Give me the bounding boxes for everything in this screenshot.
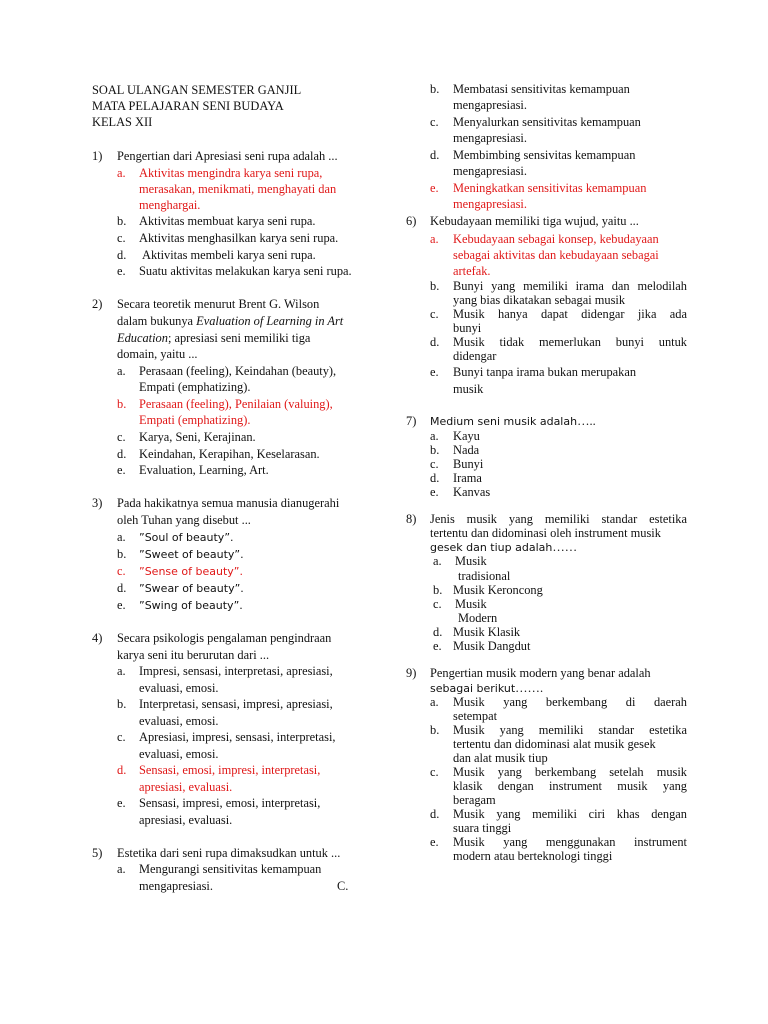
q2-option-a-line2: Empati (emphatizing). [139, 380, 251, 394]
q4-option-b: Interpretasi, sensasi, impresi, apresiasi, [139, 697, 333, 711]
q3-option-e: ”Swing of beauty”. [139, 599, 243, 612]
q5-option-e: Meningkatkan sensitivitas kemampuan [453, 181, 647, 195]
q6-option-b-label: b. [430, 279, 440, 293]
q5-option-e-line2: mengapresiasi. [453, 197, 527, 211]
q9-option-a: Musik yang berkembang di daerah [453, 695, 687, 709]
q3-option-c-label: c. [117, 564, 126, 578]
q9-option-d-line2: suara tinggi [453, 821, 512, 835]
q4-stem: Secara psikologis pengalaman pengindraan [117, 631, 332, 645]
q5-option-c: Menyalurkan sensitivitas kemampuan [453, 115, 641, 129]
q2-option-d: Keindahan, Kerapihan, Keselarasan. [139, 447, 320, 461]
q3-option-d-label: d. [117, 581, 127, 595]
q9-option-e: Musik yang menggunakan instrument [453, 835, 687, 849]
q6-option-a-label: a. [430, 232, 439, 246]
q9-option-c-label: c. [430, 765, 439, 779]
q9-option-a-label: a. [430, 695, 439, 709]
q2-option-b: Perasaan (feeling), Penilaian (valuing), [139, 397, 333, 411]
q3-stem: Pada hakikatnya semua manusia dianugerahi [117, 496, 340, 510]
q8-option-e-label: e. [433, 639, 442, 653]
q9-option-e-line2: modern atau berteknologi tinggi [453, 849, 613, 863]
q5-option-d-label: d. [430, 148, 440, 162]
q4-option-e: Sensasi, impresi, emosi, interpretasi, [139, 796, 321, 810]
q5-stem: Estetika dari seni rupa dimaksudkan untuk ... [117, 846, 341, 860]
q1-option-a-line2: merasakan, menikmati, menghayati dan [139, 182, 337, 196]
q5-option-c-label: c. [430, 115, 439, 129]
q3-option-c: ”Sense of beauty”. [139, 565, 243, 578]
q4-option-a-line2: evaluasi, emosi. [139, 681, 219, 695]
q6-option-d: Musik tidak memerlukan bunyi untuk [453, 335, 687, 349]
q1-option-a-line3: menghargai. [139, 198, 201, 212]
q4-option-b-label: b. [117, 697, 127, 711]
q7-stem-dots: ….. [577, 414, 596, 428]
q6-option-d-label: d. [430, 335, 440, 349]
q1-number: 1) [92, 149, 103, 163]
q8-option-c-label: c. [433, 597, 442, 611]
q8-stem-dots: …… [552, 540, 578, 554]
q8-stem-line3-text: gesek dan tiup adalah [430, 541, 553, 554]
q7-option-a: Kayu [453, 429, 480, 443]
q8-stem: Jenis musik yang memiliki standar estetika [430, 512, 687, 526]
q2-book-title-end: Education [117, 331, 168, 345]
q3-option-d: ”Swear of beauty”. [139, 582, 244, 595]
q2-stem-line4: domain, yaitu ... [117, 347, 198, 361]
q9-option-d-label: d. [430, 807, 440, 821]
q7-stem-text: Medium seni musik adalah [430, 415, 578, 428]
q9-option-d: Musik yang memiliki ciri khas dengan [453, 807, 687, 821]
q9-option-b-line3: dan alat musik tiup [453, 751, 548, 765]
q5-option-a-label: a. [117, 862, 126, 876]
q9-option-e-label: e. [430, 835, 439, 849]
q4-option-c: Apresiasi, impresi, sensasi, interpretasi, [139, 730, 336, 744]
q7-option-e-label: e. [430, 485, 439, 499]
q7-option-c: Bunyi [453, 457, 484, 471]
q5-option-c-line2: mengapresiasi. [453, 131, 527, 145]
q1-option-e: Suatu aktivitas melakukan karya seni rupa. [139, 264, 352, 278]
q8-option-d: Musik Klasik [453, 625, 521, 639]
q2-option-e-label: e. [117, 463, 126, 477]
q4-option-e-label: e. [117, 796, 126, 810]
q5-option-b-line2: mengapresiasi. [453, 98, 527, 112]
q9-option-a-line2: setempat [453, 709, 498, 723]
q6-option-a: Kebudayaan sebagai konsep, kebudayaan [453, 232, 659, 246]
q8-option-e: Musik Dangdut [453, 639, 531, 653]
q4-option-c-line2: evaluasi, emosi. [139, 747, 219, 761]
q5-option-d-line2: mengapresiasi. [453, 164, 527, 178]
q5-option-e-label: e. [430, 181, 439, 195]
q3-stem-line2: oleh Tuhan yang disebut ... [117, 513, 251, 527]
q6-option-b: Bunyi yang memiliki irama dan melodilah [453, 279, 687, 293]
q3-option-a-label: a. [117, 530, 126, 544]
q2-option-b-label: b. [117, 397, 127, 411]
q6-option-c: Musik hanya dapat didengar jika ada [453, 307, 687, 321]
q6-stem: Kebudayaan memiliki tiga wujud, yaitu ... [430, 214, 639, 228]
q4-option-a-label: a. [117, 664, 126, 678]
q3-option-a: ”Soul of beauty”. [139, 531, 234, 544]
q7-option-e: Kanvas [453, 485, 491, 499]
class-title: KELAS XII [92, 115, 153, 129]
q4-option-b-line2: evaluasi, emosi. [139, 714, 219, 728]
q7-number: 7) [406, 414, 417, 428]
q9-option-b: Musik yang memiliki standar estetika [453, 723, 687, 737]
q7-option-d-label: d. [430, 471, 440, 485]
q6-number: 6) [406, 214, 417, 228]
q2-stem-line3 [117, 330, 310, 346]
q5-option-a-line2: mengapresiasi. [139, 879, 213, 893]
q7-option-d: Irama [453, 471, 482, 485]
q4-option-a: Impresi, sensasi, interpretasi, apresiasi, [139, 664, 333, 678]
q2-stem-line2 [117, 313, 343, 329]
q2-book-title: Evaluation of Learning in Art [196, 314, 344, 328]
q2-option-b-line2: Empati (emphatizing). [139, 413, 251, 427]
q7-option-c-label: c. [430, 457, 439, 471]
q8-option-a-line2: tradisional [458, 569, 511, 583]
q2-option-a-label: a. [117, 364, 126, 378]
q9-option-c: Musik yang berkembang setelah musik [453, 765, 687, 779]
q8-option-c-line2: Modern [458, 611, 498, 625]
q2-number: 2) [92, 297, 103, 311]
q2-option-e: Evaluation, Learning, Art. [139, 463, 269, 477]
q1-option-c-label: c. [117, 231, 126, 245]
q4-option-c-label: c. [117, 730, 126, 744]
q5-stray-c-mark: C. [337, 879, 349, 893]
q1-option-a: Aktivitas mengindra karya seni rupa, [139, 166, 323, 180]
q6-option-b-line2: yang bias dikatakan sebagai musik [453, 293, 626, 307]
q5-option-d: Membimbing sensivitas kemampuan [453, 148, 636, 162]
q5-number: 5) [92, 846, 103, 860]
q7-option-b: Nada [453, 443, 480, 457]
q9-stem-dots: ……. [515, 681, 544, 695]
q2-option-a: Perasaan (feeling), Keindahan (beauty), [139, 364, 337, 378]
q2-option-d-label: d. [117, 447, 127, 461]
q9-option-c-line2: klasik dengan instrument musik yang [453, 779, 687, 793]
q1-option-b-label: b. [117, 214, 127, 228]
q1-option-b: Aktivitas membuat karya seni rupa. [139, 214, 316, 228]
q4-option-d-line2: apresiasi, evaluasi. [139, 780, 233, 794]
q8-number: 8) [406, 512, 417, 526]
q3-number: 3) [92, 496, 103, 510]
q1-option-a-label: a. [117, 166, 126, 180]
q6-option-e-label: e. [430, 365, 439, 379]
q2-stem-line2-text: dalam bukunya [117, 314, 197, 328]
q8-option-a: Musik [455, 554, 487, 568]
q8-stem-line2: tertentu dan didominasi oleh instrument musik [430, 526, 661, 540]
q1-option-d: Aktivitas membeli karya seni rupa. [142, 248, 316, 262]
q2-option-c-label: c. [117, 430, 126, 444]
q9-option-c-line3: beragam [453, 793, 496, 807]
q2-stem: Secara teoretik menurut Brent G. Wilson [117, 297, 320, 311]
q6-option-a-line2: sebagai aktivitas dan kebudayaan sebagai [453, 248, 659, 262]
q9-stem: Pengertian musik modern yang benar adalah [430, 666, 651, 680]
q3-option-b-label: b. [117, 547, 127, 561]
q6-option-c-line2: bunyi [453, 321, 482, 335]
q8-stem-line3 [430, 539, 577, 556]
q1-stem: Pengertian dari Apresiasi seni rupa adalah ... [117, 149, 338, 163]
q6-option-e: Bunyi tanpa irama bukan merupakan [453, 365, 637, 379]
q5-option-b: Membatasi sensitivitas kemampuan [453, 82, 630, 96]
q6-option-d-line2: didengar [453, 349, 497, 363]
q4-number: 4) [92, 631, 103, 645]
q5-option-a: Mengurangi sensitivitas kemampuan [139, 862, 322, 876]
q1-option-e-label: e. [117, 264, 126, 278]
q4-option-d: Sensasi, emosi, impresi, interpretasi, [139, 763, 321, 777]
q6-option-c-label: c. [430, 307, 439, 321]
q6-option-a-line3: artefak. [453, 264, 491, 278]
q4-stem-line2: karya seni itu berurutan dari ... [117, 648, 270, 662]
q8-option-b-label: b. [433, 583, 443, 597]
subject-title: MATA PELAJARAN SENI BUDAYA [92, 99, 284, 113]
q5-option-b-label: b. [430, 82, 440, 96]
q8-option-a-label: a. [433, 554, 442, 568]
q8-option-b: Musik Keroncong [453, 583, 543, 597]
q7-option-b-label: b. [430, 443, 440, 457]
q2-option-c: Karya, Seni, Kerajinan. [139, 430, 256, 444]
q2-stem-line3-text: ; apresiasi seni memiliki tiga [167, 331, 311, 345]
q6-option-e-line2: musik [453, 382, 484, 396]
q3-option-e-label: e. [117, 598, 126, 612]
q8-option-d-label: d. [433, 625, 443, 639]
q9-stem-line2-text: sebagai berikut [430, 682, 516, 695]
q3-option-b: ”Sweet of beauty”. [139, 548, 244, 561]
q9-option-b-label: b. [430, 723, 440, 737]
exam-title: SOAL ULANGAN SEMESTER GANJIL [92, 83, 302, 97]
q8-option-c: Musik [455, 597, 487, 611]
q7-option-a-label: a. [430, 429, 439, 443]
q9-number: 9) [406, 666, 417, 680]
q9-option-b-line2: tertentu dan didominasi alat musik gesek [453, 737, 656, 751]
q4-option-d-label: d. [117, 763, 127, 777]
q1-option-d-label: d. [117, 248, 127, 262]
q4-option-e-line2: apresiasi, evaluasi. [139, 813, 233, 827]
q1-option-c: Aktivitas menghasilkan karya seni rupa. [139, 231, 339, 245]
